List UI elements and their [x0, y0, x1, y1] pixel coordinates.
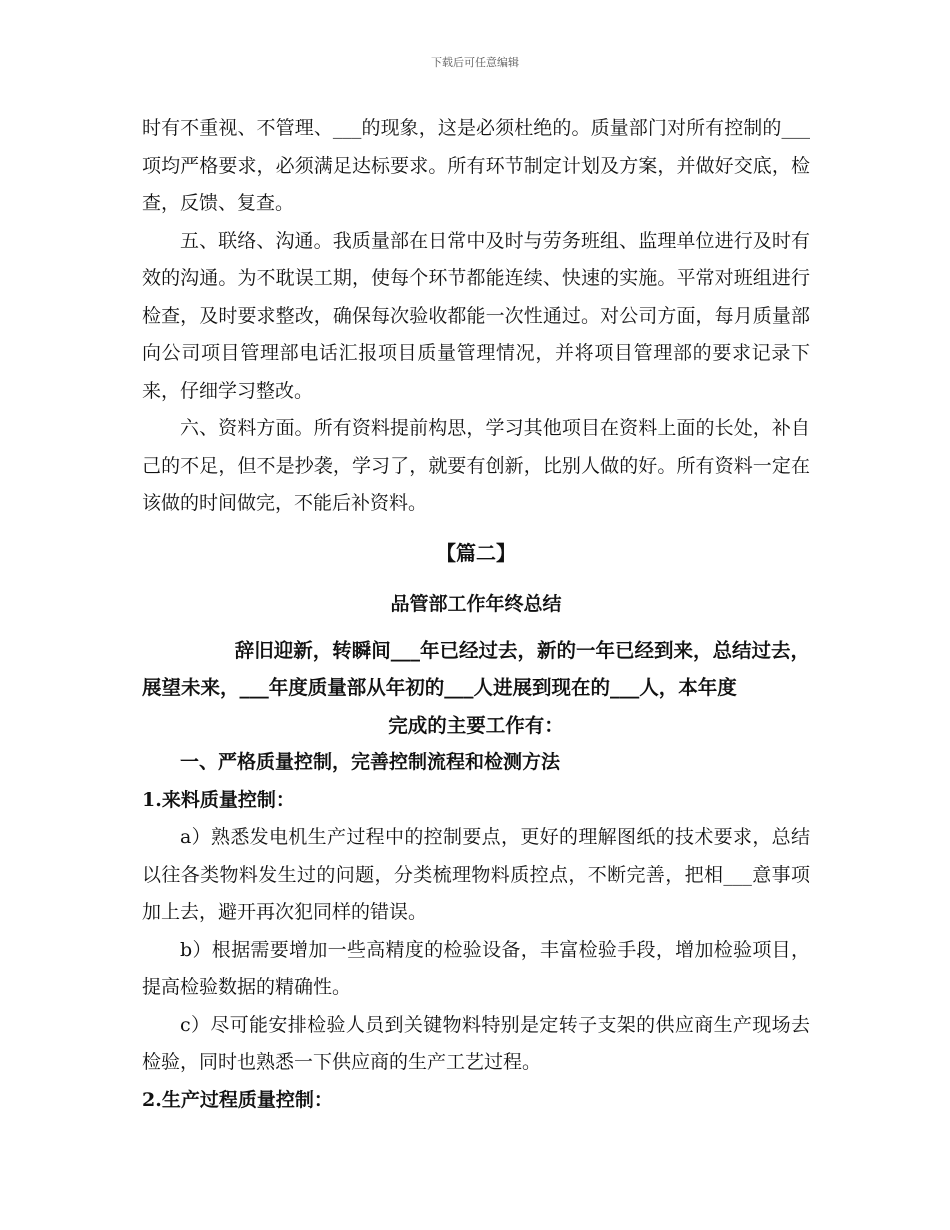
paragraph-communication: 五、联络、沟通。我质量部在日常中及时与劳务班组、监理单位进行及时有效的沟通。为不耽误工期，使每个环节都能连续、快速的实施。平常对班组进行检查，及时要求整改，确保每次验收都能一次性通过。对公司方面，每月质量部向公司项目管理部电话汇报项目质量管理情况，并将项目管理部的要求记录下来，仔细学习整改。 [142, 229, 810, 402]
intro-line-1: 辞旧迎新，转瞬间___年已经过去，新的一年已经到来，总结过去， [234, 638, 810, 662]
paragraph-documents: 六、资料方面。所有资料提前构思，学习其他项目在资料上面的长处，补自己的不足，但不是抄袭，学习了，就要有创新，比别人做的好。所有资料一定在该做的时间做完，不能后补资料。 [142, 417, 810, 514]
intro-line-3: 完成的主要工作有： [388, 713, 564, 737]
list-item-c: c）尽可能安排检验人员到关键物料特别是定转子支架的供应商生产现场去检验，同时也熟悉一下供应商的生产工艺过程。 [142, 1013, 810, 1073]
heading-quality-control: 一、严格质量控制，完善控制流程和检测方法 [180, 751, 561, 773]
subheading-production-process: 2.生产过程质量控制： [142, 1088, 333, 1111]
document-body [142, 110, 810, 1119]
list-item-a: a）熟悉发电机生产过程中的控制要点，更好的理解图纸的技术要求，总结以往各类物料发生过的问题，分类梳理物料质控点，不断完善，把相___意事项加上去，避开再次犯同样的错误。 [142, 826, 810, 923]
subheading-incoming-material: 1.来料质量控制： [142, 788, 295, 811]
section-label: 【篇二】 [436, 540, 516, 565]
paragraph-continuation: 时有不重视、不管理、___的现象，这是必须杜绝的。质量部门对所有控制的___项均严格要求，必须满足达标要求。所有环节制定计划及方案，并做好交底，检查，反馈、复查。 [142, 117, 810, 214]
page-header: 下载后可任意编辑 [431, 56, 519, 69]
intro-line-2: 展望未来，___年度质量部从年初的___人进展到现在的___人，本年度 [142, 676, 737, 699]
list-item-b: b）根据需要增加一些高精度的检验设备，丰富检验手段，增加检验项目，提高检验数据的精确性。 [142, 938, 810, 998]
document-title: 品管部工作年终总结 [390, 593, 562, 615]
